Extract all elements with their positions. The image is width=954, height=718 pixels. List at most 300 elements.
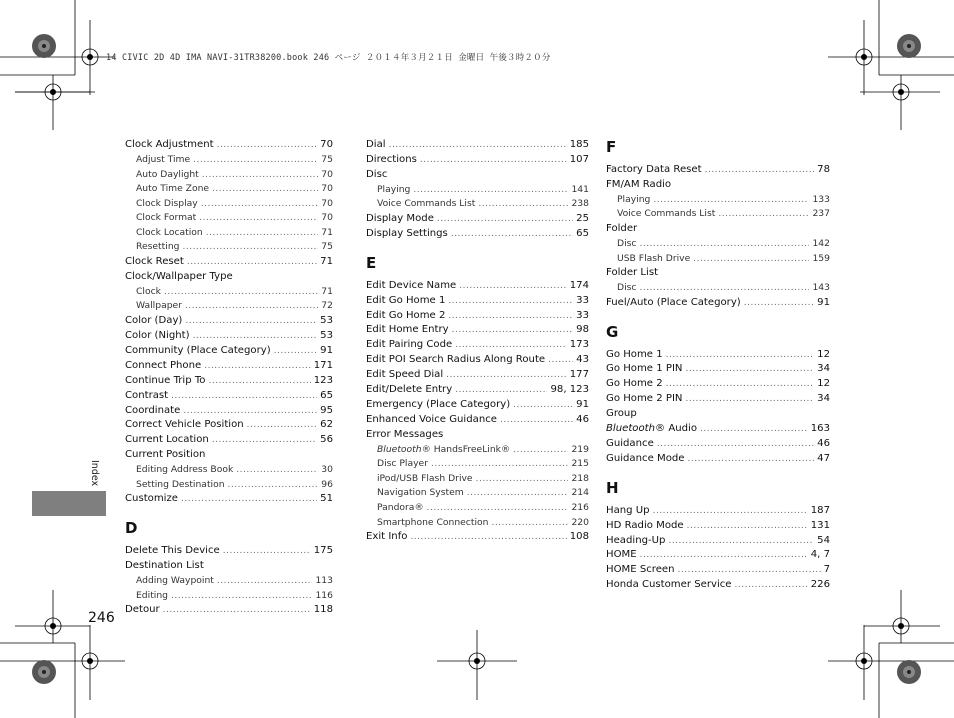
entry-term: Delete This Device [125,545,220,557]
entry-term: Display Settings [366,227,448,239]
page-ref: 53 [320,329,333,341]
index-entry[interactable] [366,383,589,398]
index-entry[interactable] [125,314,333,329]
page-ref: 12 [817,378,830,390]
page-ref: 123 [313,374,333,386]
page-ref: 171 [313,359,333,371]
leader-dots [666,377,814,392]
index-subentry[interactable] [366,443,589,458]
entry-term: Edit Go Home 1 [366,294,446,306]
page-ref: 70 [321,183,333,195]
page-ref: 141 [571,183,589,195]
index-entry[interactable] [366,323,589,338]
entry-term: Edit POI Search Radius Along Route [366,354,546,366]
entry-term: Go Home 1 PIN [606,363,683,375]
index-entry[interactable] [125,374,333,389]
index-entry[interactable] [606,578,830,593]
page-ref: 214 [571,487,589,499]
leader-dots [687,519,808,534]
page-ref: 131 [810,519,830,531]
entry-term: Setting Destination [136,478,225,490]
page-ref: 56 [320,434,333,446]
page-ref: 33 [576,294,589,306]
entry-term: Navigation System [377,487,464,499]
page-ref: 4, 7 [810,549,830,561]
index-entry[interactable] [125,433,333,448]
index-subentry[interactable] [125,153,333,168]
leader-dots [208,374,310,389]
entry-term: Guidance [606,437,654,449]
page-ref: 53 [320,315,333,327]
leader-dots [193,329,318,344]
leader-dots [413,184,568,198]
index-subentry[interactable] [366,486,589,501]
page-ref: 118 [313,604,333,616]
leader-dots [247,418,317,433]
index-entry[interactable] [606,504,830,519]
entry-term: Enhanced Voice Guidance [366,413,497,425]
index-entry[interactable] [366,138,589,153]
leader-dots [446,368,567,383]
index-group-heading: Folder [606,223,638,234]
entry-term: USB Flash Drive [617,252,691,264]
page-ref: 107 [569,153,589,165]
entry-term: Clock Location [136,226,203,238]
leader-dots [389,138,567,153]
page-ref: 78 [817,164,830,175]
index-entry[interactable] [366,368,589,383]
entry-term: Heading-Up [606,534,666,546]
entry-term: Disc Player [377,458,428,470]
entry-term: Clock Adjustment [125,139,214,150]
page-ref: 34 [817,363,830,375]
leader-dots [693,253,809,267]
index-entry[interactable] [125,603,333,618]
entry-term: Disc [617,282,637,293]
index-subentry[interactable] [125,299,333,314]
entry-term: Contrast [125,389,169,401]
index-group-heading: FM/AM Radio [606,178,672,190]
page-ref: 143 [812,282,830,293]
leader-dots [653,194,809,208]
index-entry[interactable] [606,548,830,563]
index-entry[interactable] [125,344,333,359]
leader-dots [187,255,317,270]
leader-dots [183,404,317,419]
page-ref: 142 [812,237,830,249]
entry-term: Detour [125,604,160,616]
page-ref: 116 [315,589,333,601]
index-subentry[interactable] [366,457,589,472]
leader-dots [223,544,311,559]
page-ref: 187 [810,504,830,516]
leader-dots [163,603,311,618]
index-column-3 [606,138,830,593]
index-group-heading: Disc [366,168,388,180]
entry-term: iPod/USB Flash Drive [377,472,473,484]
index-group-heading: Current Position [125,449,206,461]
leader-dots [437,212,573,227]
leader-dots [236,464,318,478]
page-ref: 30 [321,464,333,476]
entry-term: Go Home 2 [606,378,663,390]
index-subentry[interactable] [366,472,589,487]
leader-dots [274,344,317,359]
index-group-heading: Error Messages [366,428,444,440]
page-ref: 96 [321,478,333,490]
section-letter: H [606,478,619,497]
index-subentry[interactable] [606,207,830,222]
leader-dots [700,422,808,437]
entry-term: Clock Reset [125,256,184,268]
leader-dots [718,208,809,222]
leader-dots [431,458,568,472]
page-ref: 91 [817,296,830,308]
entry-term: Clock [136,285,161,297]
index-subentry[interactable] [125,197,333,212]
index-group-heading: Folder List [606,267,659,279]
index-subentry[interactable] [606,237,830,252]
index-entry[interactable] [366,212,589,227]
entry-term: Coordinate [125,404,181,416]
page-ref: 71 [320,256,333,268]
entry-term: Exit Info [366,531,408,543]
leader-dots [204,359,311,374]
page-ref: 220 [571,516,589,528]
index-entry[interactable] [606,348,830,363]
index-subentry[interactable] [125,463,333,478]
entry-term: Connect Phone [125,359,202,371]
leader-dots [452,323,574,338]
index-entry[interactable] [606,452,830,467]
index-entry[interactable] [606,392,830,407]
entry-term: Emergency (Place Category) [366,398,511,410]
leader-dots [476,473,569,487]
page-ref: 70 [321,197,333,209]
index-entry[interactable] [606,422,830,437]
leader-dots [455,338,567,353]
section-letter: G [606,322,619,341]
index-entry[interactable] [606,563,830,578]
leader-dots [639,282,809,296]
page-ref: 98 [576,324,589,336]
entry-term: HOME Screen [606,564,675,576]
entry-term: Auto Time Zone [136,183,210,195]
index-entry[interactable] [366,309,589,324]
index-tab [32,491,106,516]
index-subentry[interactable] [125,478,333,493]
leader-dots [653,504,808,519]
leader-dots [201,198,319,212]
section-letter: F [606,138,617,156]
index-entry[interactable] [125,329,333,344]
leader-dots [657,437,814,452]
leader-dots [185,300,318,314]
page-ref: 72 [321,300,333,312]
page-ref: 46 [576,413,589,425]
leader-dots [212,433,317,448]
page-ref: 65 [576,227,589,239]
index-entry[interactable] [606,362,830,377]
page-ref: 62 [320,419,333,431]
page-ref: 51 [320,493,333,505]
entry-term: Voice Commands List [377,198,476,210]
index-group-heading: Group [606,408,637,420]
index-subentry[interactable] [606,281,830,296]
leader-dots [410,530,566,545]
page-ref: 216 [571,502,589,514]
index-entry[interactable] [366,279,589,294]
entry-term-italic: Bluetooth [606,423,656,435]
index-entry[interactable] [125,255,333,270]
entry-term: Clock Display [136,197,198,209]
leader-dots [451,227,573,242]
index-entry[interactable] [125,404,333,419]
entry-term [377,443,510,457]
leader-dots [705,163,815,178]
index-entry[interactable] [125,544,333,559]
index-entry[interactable] [606,163,830,178]
page-ref: 159 [812,252,830,264]
entry-term: Smartphone Connection [377,516,489,528]
entry-term: Disc [617,237,637,249]
page-ref: 46 [817,437,830,449]
leader-dots [228,479,319,493]
entry-term: Current Location [125,434,209,446]
page-ref: 7 [823,564,830,576]
entry-term: Factory Data Reset [606,164,702,175]
index-entry[interactable] [366,338,589,353]
leader-dots [202,169,319,183]
leader-dots [448,294,573,309]
entry-term: Adjust Time [136,153,191,165]
page-ref: 75 [321,153,333,165]
entry-term-rest: ® HandsFreeLink® [421,443,511,455]
entry-term: Resetting [136,241,180,253]
page-ref: 75 [321,241,333,253]
index-subentry[interactable] [366,183,589,198]
index-tab-label: Index [89,460,100,487]
index-column-2 [366,138,589,545]
leader-dots [171,389,317,404]
index-subentry[interactable] [606,252,830,267]
page-ref: 43 [576,354,589,366]
entry-term: Clock Format [136,212,197,224]
entry-term: HD Radio Mode [606,519,684,531]
page-ref: 25 [576,212,589,224]
entry-term: Guidance Mode [606,452,685,464]
entry-term: Edit Device Name [366,279,457,291]
page-ref: 54 [817,534,830,546]
page-ref: 95 [320,404,333,416]
entry-term: Adding Waypoint [136,575,214,587]
leader-dots [164,286,318,300]
index-column-1 [125,138,333,618]
leader-dots [513,398,573,413]
page-ref: 91 [320,344,333,356]
index-subentry[interactable] [125,211,333,226]
index-entry[interactable] [366,353,589,368]
page-ref: 175 [313,545,333,557]
index-entry[interactable] [125,359,333,374]
entry-term: Editing [136,589,168,601]
print-header-line: 14 CIVIC 2D 4D IMA NAVI-31TR38200.book 246 ページ ２０１４年３月２１日 金曜日 午後３時２０分 [106,53,551,63]
entry-term: Go Home 1 [606,348,663,360]
entry-term: Edit Go Home 2 [366,309,446,321]
entry-term: Wallpaper [136,300,182,312]
leader-dots [420,153,567,168]
index-subentry[interactable] [125,168,333,183]
leader-dots [548,353,573,368]
page-number: 246 [88,610,115,626]
index-entry[interactable] [606,437,830,452]
entry-term: HOME [606,549,637,561]
entry-term: Customize [125,493,178,505]
index-entry[interactable] [606,296,830,311]
index-subentry[interactable] [125,589,333,604]
index-subentry[interactable] [125,226,333,241]
index-entry[interactable] [125,389,333,404]
page-ref: 163 [810,423,830,435]
entry-term-italic: Bluetooth [377,443,422,455]
leader-dots [455,383,547,398]
entry-term: Edit/Delete Entry [366,384,453,396]
page-ref: 70 [320,139,333,150]
entry-term: Go Home 2 PIN [606,393,683,405]
index-entry[interactable] [606,377,830,392]
index-entry[interactable] [606,534,830,549]
entry-term: Community (Place Category) [125,344,271,356]
entry-term: Auto Daylight [136,168,199,180]
leader-dots [478,198,568,212]
page-ref: 133 [812,193,830,205]
leader-dots [668,534,814,549]
leader-dots [193,154,318,168]
index-entry[interactable] [366,398,589,413]
page-ref: 47 [817,452,830,464]
entry-term: Directions [366,153,417,165]
page-ref: 219 [571,443,589,455]
leader-dots [735,578,808,593]
entry-term: Color (Night) [125,329,190,341]
entry-term: Dial [366,139,386,150]
leader-dots [744,296,814,311]
index-subentry[interactable] [366,516,589,531]
page-ref: 173 [569,339,589,351]
entry-term: Color (Day) [125,315,183,327]
page-ref: 34 [817,393,830,405]
entry-term: Correct Vehicle Position [125,419,244,431]
entry-term: Edit Speed Dial [366,369,444,381]
page-ref: 70 [321,212,333,224]
page-ref: 12 [817,348,830,360]
page-ref: 185 [569,139,589,150]
index-entry[interactable] [606,519,830,534]
page-ref: 218 [571,472,589,484]
entry-term: Playing [617,193,651,205]
leader-dots [500,413,573,428]
leader-dots [687,452,814,467]
entry-term: Edit Home Entry [366,324,449,336]
page-ref: 98, 123 [550,384,589,396]
entry-term: Honda Customer Service [606,579,732,591]
index-entry[interactable] [366,530,589,545]
leader-dots [171,590,312,604]
entry-term-rest: ® Audio [655,423,698,435]
index-group-heading: Destination List [125,560,204,572]
leader-dots [666,348,814,363]
index-entry[interactable] [125,418,333,433]
leader-dots [212,183,318,197]
index-subentry[interactable] [125,240,333,255]
index-entry[interactable] [125,492,333,507]
index-subentry[interactable] [125,285,333,300]
section-letter: E [366,253,377,272]
page-ref: 65 [320,389,333,401]
page-ref: 215 [571,458,589,470]
leader-dots [640,548,808,563]
leader-dots [217,138,318,153]
leader-dots [639,238,809,252]
entry-term: Display Mode [366,212,434,224]
page-ref: 174 [569,279,589,291]
leader-dots [685,362,814,377]
index-entry[interactable] [366,153,589,168]
leader-dots [459,279,566,294]
leader-dots [491,517,568,531]
entry-term: Voice Commands List [617,208,716,220]
leader-dots [513,444,568,458]
page-ref: 237 [812,208,830,220]
index-entry[interactable] [125,138,333,153]
page-ref: 226 [810,579,830,591]
section-letter: D [125,519,138,538]
page-ref: 113 [315,575,333,587]
entry-term: Editing Address Book [136,464,234,476]
leader-dots [427,502,569,516]
entry-term: Pandora® [377,502,424,514]
index-subentry[interactable] [125,182,333,197]
index-subentry[interactable] [125,574,333,589]
index-group-heading: Clock/Wallpaper Type [125,270,233,282]
entry-term: Hang Up [606,504,650,516]
leader-dots [217,575,313,589]
leader-dots [185,314,317,329]
leader-dots [199,212,318,226]
index-entry[interactable] [366,294,589,309]
entry-term: Playing [377,183,411,195]
leader-dots [467,487,569,501]
page-ref: 33 [576,309,589,321]
page-ref: 91 [576,398,589,410]
index-subentry[interactable] [366,197,589,212]
index-subentry[interactable] [366,501,589,516]
leader-dots [678,563,821,578]
page-ref: 238 [571,198,589,210]
index-entry[interactable] [366,227,589,242]
index-entry[interactable] [366,413,589,428]
leader-dots [206,227,319,241]
page-ref: 71 [321,285,333,297]
index-subentry[interactable] [606,193,830,208]
leader-dots [448,309,573,324]
page-ref: 70 [321,168,333,180]
entry-term: Fuel/Auto (Place Category) [606,296,741,308]
entry-term: Edit Pairing Code [366,339,453,351]
leader-dots [182,241,318,255]
page-ref: 71 [321,226,333,238]
leader-dots [181,492,317,507]
